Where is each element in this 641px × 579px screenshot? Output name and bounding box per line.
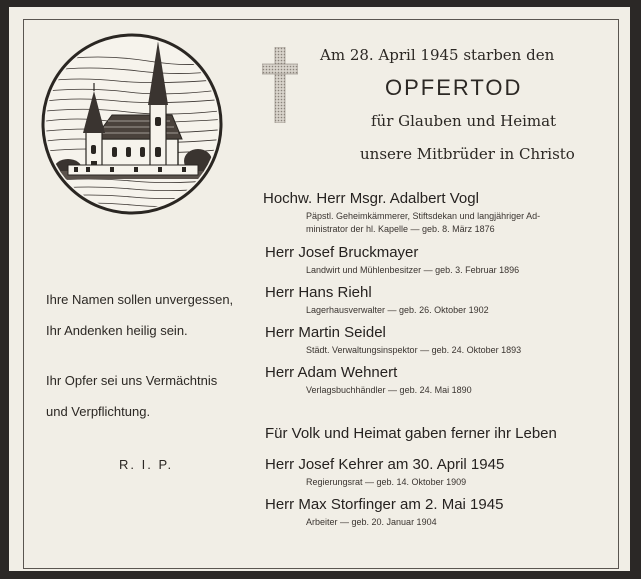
- person-name-2: Herr Josef Bruckmayer: [265, 244, 419, 261]
- section2-person-name-1: Herr Josef Kehrer am 30. April 1945: [265, 456, 505, 473]
- header-title: OPFERTOD: [385, 75, 523, 100]
- person-name-5: Herr Adam Wehnert: [265, 364, 398, 381]
- section2-person-name-2: Herr Max Storfinger am 2. Mai 1945: [265, 496, 504, 513]
- church-emblem-icon: [38, 31, 226, 217]
- person-desc-1a: Päpstl. Geheimkämmerer, Stiftsdekan und langjähriger Ad-: [306, 211, 541, 221]
- section2-heading: Für Volk und Heimat gaben ferner ihr Leben: [265, 425, 557, 442]
- person-desc-5: Verlagsbuchhändler — geb. 24. Mai 1890: [306, 385, 472, 395]
- person-desc-4: Städt. Verwaltungsinspektor — geb. 24. Oktober 1893: [306, 345, 522, 355]
- section2-person-desc-1: Regierungsrat — geb. 14. Oktober 1909: [306, 477, 467, 487]
- person-desc-2: Landwirt und Mühlenbesitzer — geb. 3. Februar 1896: [306, 265, 520, 275]
- left-line-1: Ihre Namen sollen unvergessen,: [46, 292, 234, 307]
- header-line-4: unsere Mitbrüder in Christo: [360, 145, 575, 163]
- header-line-1: Am 28. April 1945 starben den: [320, 46, 555, 64]
- section2-person-desc-2: Arbeiter — geb. 20. Januar 1904: [306, 517, 437, 527]
- cross-icon: [262, 47, 298, 123]
- person-name-3: Herr Hans Riehl: [265, 284, 372, 301]
- person-desc-1b: ministrator der hl. Kapelle — geb. 8. März 1876: [306, 224, 495, 234]
- left-line-3: Ihr Opfer sei uns Vermächtnis: [46, 373, 218, 388]
- left-line-2: Ihr Andenken heilig sein.: [46, 323, 188, 338]
- left-line-4: und Verpflichtung.: [46, 404, 151, 419]
- person-name-1: Hochw. Herr Msgr. Adalbert Vogl: [263, 190, 479, 207]
- person-desc-3: Lagerhausverwalter — geb. 26. Oktober 1902: [306, 305, 489, 315]
- header-line-3: für Glauben und Heimat: [371, 112, 557, 130]
- person-name-4: Herr Martin Seidel: [265, 324, 386, 341]
- rip-text: R. I. P.: [119, 457, 174, 472]
